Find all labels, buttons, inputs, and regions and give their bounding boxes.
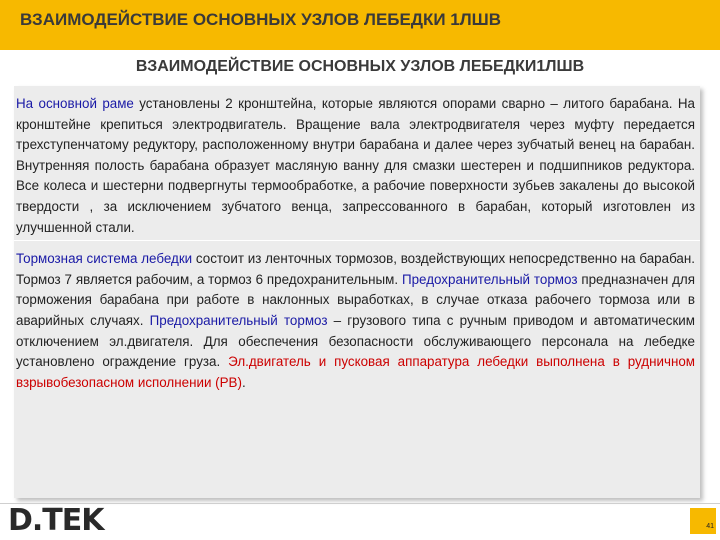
paragraph1-text: установлены 2 кронштейна, которые являются опорами сварно – литого барабана. На кронштейне крепиться электродвигатель. Вращение вала электродвигателя через муфту передается трехступенчатому редуктору, расположенному внутри барабана и далее через зубчатый венец на барабан. Внутренняя полость барабана образует масляную ванну для смазки шестерен и подшипников редуктора. Все колеса и шестерни подвергнуты термообработке, а рабочие поверхности зубьев закалены до высокой твердости , за исключением зубчатого венца, запрессованного в барабан, который изготовлен из улучшенной стали. — [16, 96, 696, 235]
paragraph-brake-system — [14, 240, 700, 393]
highlight-safety-brake-2: Предохранительный тормоз — [149, 312, 328, 328]
paragraph2-text4: . — [241, 374, 246, 390]
footer-divider — [0, 503, 720, 504]
slide-title: ВЗАИМОДЕЙСТВИЕ ОСНОВНЫХ УЗЛОВ ЛЕБЕДКИ1ЛШВ — [135, 58, 585, 75]
paragraph2-text1: состоит из ленточных тормозов, воздействующих непосредственно на барабан. Тормоз 7 является рабочим, а тормоз 6 предохранительным. — [16, 251, 695, 287]
dtek-logo: D.TEK — [8, 503, 104, 538]
paragraph2-text3: – грузового типа с ручным приводом и автоматическим отключением эл.двигателя. Для обеспечения безопасности обслуживающего персонала на лебедке установлено ограждение груза. — [16, 312, 695, 370]
paragraph-frame-construction — [14, 86, 700, 238]
highlight-brake-system: Тормозная система лебедки — [16, 251, 193, 267]
page-number-box — [690, 508, 716, 534]
page-number: 41 — [706, 523, 714, 530]
paragraph2-text2: предназначен для торможения барабана при работе в наклонных выработках, в случае отказа рабочего тормоза или в аварийных случаях. — [16, 271, 695, 328]
header-title: ВЗАИМОДЕЙСТВИЕ ОСНОВНЫХ УЗЛОВ ЛЕБЕДКИ 1ЛШВ — [20, 10, 502, 29]
content-panel — [14, 86, 700, 498]
highlight-main-frame: На основной раме — [16, 96, 134, 111]
highlight-safety-brake: Предохранительный тормоз — [401, 271, 578, 287]
highlight-motor-equipment: Эл.двигатель и пусковая аппаратура лебедки выполнена в рудничном взрывобезопасном исполнении (РВ) — [16, 354, 695, 390]
